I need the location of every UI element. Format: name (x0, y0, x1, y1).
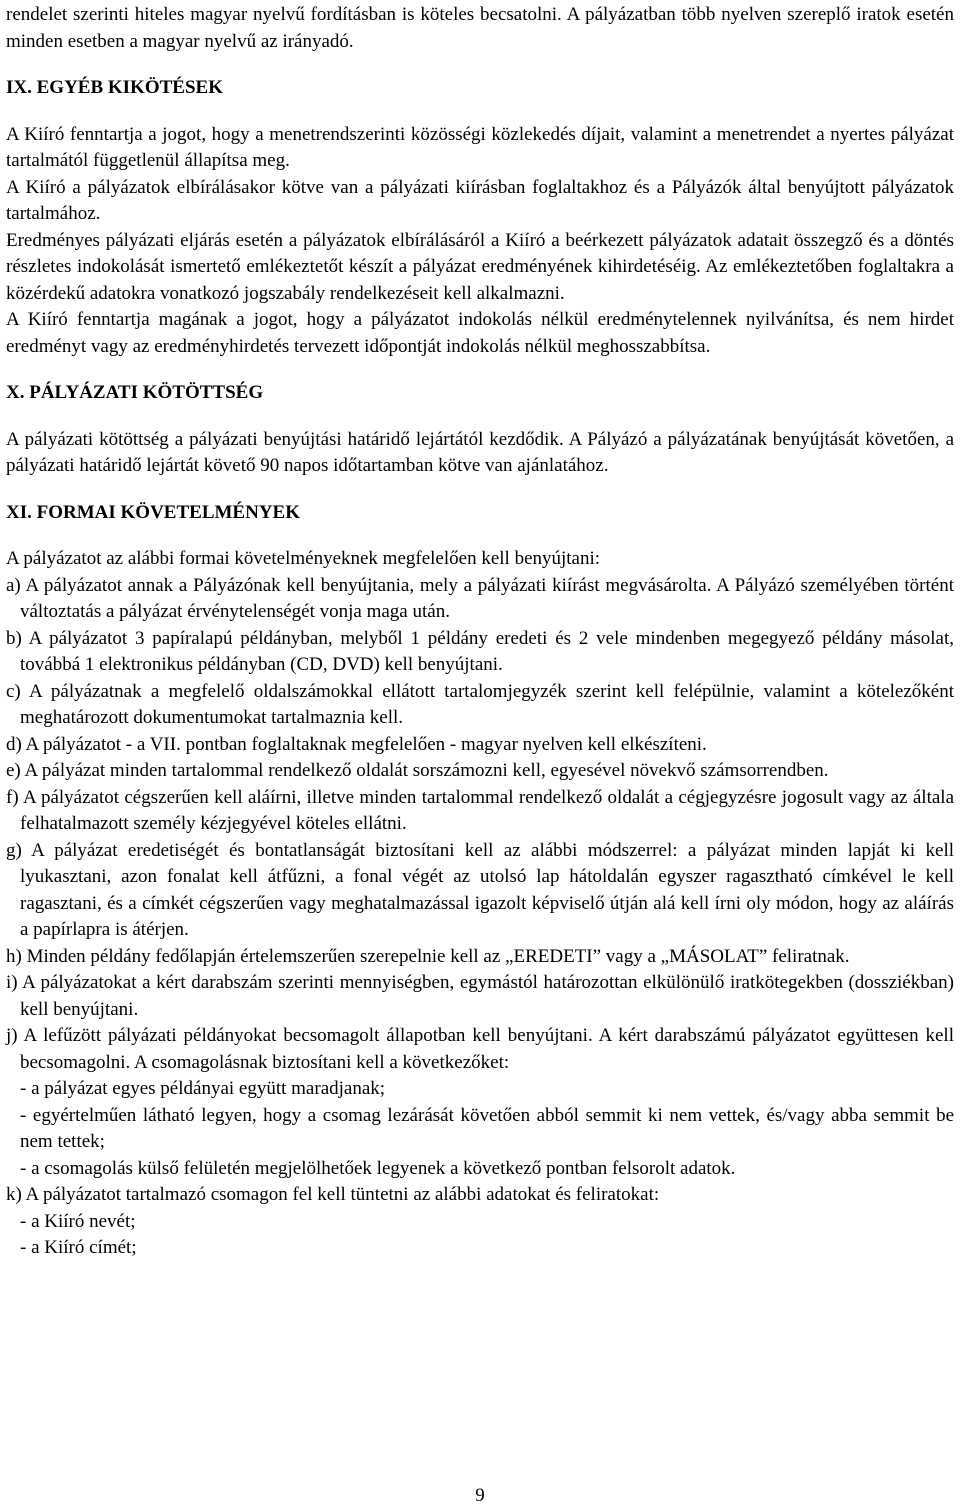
list-item-j-sub-3: - a csomagolás külső felületén megjelölhetőek legyenek a következő pontban felsorolt adatok. (20, 1157, 736, 1179)
list-item-j-sub-2: - egyértelműen látható legyen, hogy a csomag lezárását követően abból semmit ki nem vettek, és/vagy abba semmit be nem tettek; (20, 1104, 954, 1152)
section-x-heading: X. PÁLYÁZATI KÖTÖTTSÉG (6, 382, 264, 403)
section-xi-heading: XI. FORMAI KÖVETELMÉNYEK (6, 501, 300, 523)
list-item-j: j) A lefűzött pályázati példányokat becsomagolt állapotban kell benyújtani. A kért darabszámú pályázatot együttesen kell becsomagolni. A csomagolásnak biztosítani kell a következőket: (6, 1025, 954, 1073)
list-item-b: b) A pályázatot 3 papíralapú példányban, melyből 1 példány eredeti és 2 vele mindenben megegyező példány másolat, továbbá 1 elektronikus példányban (CD, DVD) kell benyújtani. (6, 627, 954, 675)
list-item-i: i) A pályázatokat a kért darabszám szerinti mennyiségben, egymástól határozottan elkülönülő iratkötegekben (dossziékban) kell benyújtani. (6, 972, 954, 1020)
list-item-a: a) A pályázatot annak a Pályázónak kell benyújtania, mely a pályázati kiírást megvásárolta. A Pályázó személyében történt változtatás a pályázat érvénytelenségét vonja maga után. (6, 574, 954, 622)
page-number: 9 (475, 1485, 485, 1506)
section-ix-paragraph-3: Eredményes pályázati eljárás esetén a pályázatok elbírálásáról a Kiíró a beérkezett pályázatok adatait összegző és a döntés részletes indokolását ismertető emlékeztetőt készít a pályázat eredményének kihirdetéséig. Az emlékeztetőben foglaltakra a közérdekű adatokra vonatkozó jogszabály rendelkezéseit kell alkalmazni. (6, 229, 954, 304)
list-item-j-sub-1: - a pályázat egyes példányai együtt maradjanak; (20, 1078, 386, 1099)
list-item-e: e) A pályázat minden tartalommal rendelkező oldalát sorszámozni kell, egyesével növekvő számsorrendben. (6, 760, 829, 781)
section-x-paragraph-1: A pályázati kötöttség a pályázati benyújtási határidő lejártától kezdődik. A Pályázó a pályázatának benyújtását követően, a pályázati határidő lejártát követő 90 napos időtartamban kötve van ajánlatához. (6, 428, 954, 476)
section-ix-paragraph-4: A Kiíró fenntartja magának a jogot, hogy a pályázatot indokolás nélkül eredménytelennek nyilvánítsa, és nem hirdet eredményt vagy az eredményhirdetés tervezett időpontját indokolás nélkül meghosszabbítsa. (6, 309, 954, 357)
list-item-k-sub-2: - a Kiíró címét; (20, 1237, 137, 1258)
list-item-k: k) A pályázatot tartalmazó csomagon fel kell tüntetni az alábbi adatokat és feliratokat: (6, 1184, 660, 1205)
intro-continued-paragraph: rendelet szerinti hiteles magyar nyelvű fordításban is köteles becsatolni. A pályázatban több nyelven szereplő iratok esetén minden esetben a magyar nyelvű az irányadó. (6, 4, 954, 52)
section-ix-heading: IX. EGYÉB KIKÖTÉSEK (6, 77, 223, 98)
section-ix-paragraph-1: A Kiíró fenntartja a jogot, hogy a menetrendszerinti közösségi közlekedés díjait, valamint a menetrendet a nyertes pályázat tartalmától függetlenül állapítsa meg. (6, 123, 954, 171)
list-item-h: h) Minden példány fedőlapján értelemszerűen szerepelnie kell az „EREDETI” vagy a „MÁSOLAT” feliratnak. (6, 945, 850, 967)
list-item-d: d) A pályázatot - a VII. pontban foglaltaknak megfelelően - magyar nyelven kell elkészíteni. (6, 733, 707, 755)
list-item-g: g) A pályázat eredetiségét és bontatlanságát biztosítani kell az alábbi módszerrel: a pályázat minden lapját ki kell lyukasztani, azon fonalat kell átfűzni, a fonal végét az utolsó lap hátoldalán egyszer ragasztható címkével le kell ragasztani, és a címkét cégszerűen vagy meghatalmazással igazolt képviselő útján alá kell írni oly módon, hogy az aláírás a papírlapra is átérjen. (6, 839, 954, 940)
section-xi-intro: A pályázatot az alábbi formai követelményeknek megfelelően kell benyújtani: (6, 548, 601, 569)
page-content (6, 2, 954, 1262)
section-ix-paragraph-2: A Kiíró a pályázatok elbírálásakor kötve van a pályázati kiírásban foglaltakhoz és a Pályázók által benyújtott pályázatok tartalmához. (6, 176, 954, 224)
list-item-c: c) A pályázatnak a megfelelő oldalszámokkal ellátott tartalomjegyzék szerint kell felépülnie, valamint a kötelezőként meghatározott dokumentumokat tartalmaznia kell. (6, 680, 954, 728)
list-item-k-sub-1: - a Kiíró nevét; (20, 1210, 136, 1232)
list-item-f: f) A pályázatot cégszerűen kell aláírni, illetve minden tartalommal rendelkező oldalát a cégjegyzésre jogosult vagy az általa felhatalmazott személy kézjegyével köteles ellátni. (6, 786, 954, 834)
